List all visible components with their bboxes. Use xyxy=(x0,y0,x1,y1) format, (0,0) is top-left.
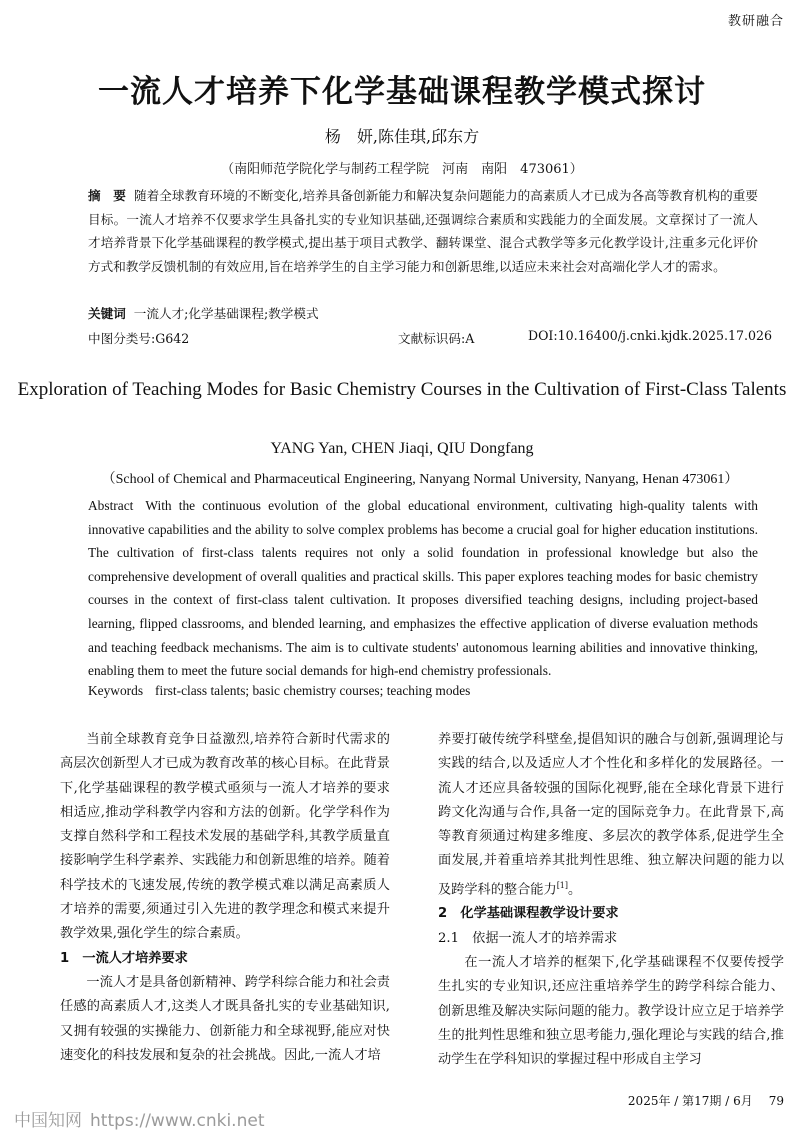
page-number: 79 xyxy=(768,1094,784,1108)
abstract-cn-label: 摘 要 xyxy=(88,188,126,203)
page-footer xyxy=(612,1092,784,1109)
doi: DOI:10.16400/j.cnki.kjdk.2025.17.026 xyxy=(528,328,773,343)
document-code: 文献标识码:A xyxy=(398,331,475,346)
abstract-cn xyxy=(88,184,758,278)
body-paragraph-end: 。 xyxy=(568,882,582,898)
keywords-en xyxy=(88,683,758,699)
keywords-cn xyxy=(88,303,758,322)
keywords-en-label: Keywords xyxy=(88,683,144,698)
clc-number: 中图分类号:G642 xyxy=(88,331,190,346)
watermark-url[interactable]: https://www.cnki.net xyxy=(90,1111,265,1131)
watermark-site: 中国知网 xyxy=(14,1111,82,1131)
subsection-heading: 2.1 依据一流人才的培养需求 xyxy=(438,930,618,946)
affiliation-en: （School of Chemical and Pharmaceutical Engineering, Nanyang Normal University, Nanyang, Henan 473061） xyxy=(101,472,739,487)
authors-cn: 杨 妍,陈佳琪,邱东方 xyxy=(324,127,480,146)
abstract-en-label: Abstract xyxy=(88,498,134,513)
section-heading: 2 化学基础课程教学设计要求 xyxy=(438,906,619,922)
body-column-right xyxy=(438,728,784,1073)
authors-en: YANG Yan, CHEN Jiaqi, QIU Dongfang xyxy=(270,440,534,457)
citation-ref[interactable]: [1] xyxy=(556,880,569,890)
article-title-cn: 一流人才培养下化学基础课程教学模式探讨 xyxy=(98,74,706,110)
body-paragraph xyxy=(438,728,784,902)
issue-info: 2025年 / 第17期 / 6月 xyxy=(627,1094,753,1108)
body-paragraph-text: 养要打破传统学科壁垒,提倡知识的融合与创新,强调理论与实践的结合,以及适应人才个性化和多样化的发展路径。一流人才还应具备较强的国际化视野,能在全球化背景下进行跨文化沟通与合作,具备一定的国际竞争力。在此背景下,高等教育须通过构建多维度、多层次的教学体系,促进学生全面发展,并着重培养其批判性思维、独立解决问题的能力以及跨学科的整合能力 xyxy=(438,732,784,898)
body-column-left xyxy=(60,728,390,1068)
keywords-en-text: first-class talents; basic chemistry courses; teaching modes xyxy=(155,683,471,698)
abstract-en xyxy=(88,494,758,683)
affiliation-cn: （南阳师范学院化学与制药工程学院 河南 南阳 473061） xyxy=(221,162,583,177)
article-title-en: Exploration of Teaching Modes for Basic Chemistry Courses in the Cultivation of First-Class Talents xyxy=(17,379,787,400)
abstract-en-text: With the continuous evolution of the global educational environment, cultivating high-quality talents with innovative capabilities and the ability to solve complex problems has become a crucial goal for higher education institutions. The cultivation of first-class talents requires not only a solid foundation in professional knowledge but also the comprehensive development of overall qualities and practical skills. This paper explores teaching modes for basic chemistry courses in the context of first-class talent cultivation. It proposes diversified teaching designs, including project-based learning, flipped classrooms, and blended learning, and emphasizes the effective application of diverse evaluation methods and teaching feedback mechanisms. The aim is to cultivate students' autonomous learning abilities and innovative thinking, enabling them to meet the future social demands for high-end chemistry professionals. xyxy=(88,498,758,679)
keywords-cn-text: 一流人才;化学基础课程;教学模式 xyxy=(133,306,319,321)
body-paragraph: 一流人才是具备创新精神、跨学科综合能力和社会责任感的高素质人才,这类人才既具备扎实的专业基础知识,又拥有较强的实操能力、创新能力和全球视野,能应对快速变化的科技发展和复杂的社会挑战。因此,一流人才培 xyxy=(60,974,390,1063)
body-paragraph: 在一流人才培养的框架下,化学基础课程不仅要传授学生扎实的专业知识,还应注重培养学生的跨学科综合能力、创新思维及解决实际问题的能力。教学设计应立足于培养学生的批判性思维和独立思考能力,强化理论与实践的结合,推动学生在学科知识的掌握过程中形成自主学习 xyxy=(438,955,784,1068)
journal-section-label: 教研融合 xyxy=(727,14,784,29)
keywords-cn-label: 关键词 xyxy=(88,306,126,321)
cnki-watermark xyxy=(14,1106,264,1131)
body-paragraph: 当前全球教育竞争日益激烈,培养符合新时代需求的高层次创新型人才已成为教育改革的核心目标。在此背景下,化学基础课程的教学模式亟须与一流人才培养的要求相适应,推动学科教学内容和方法的创新。化学学科作为支撑自然科学和工程技术发展的基础学科,其教学质量直接影响学生科学素养、实践能力和创新思维的培养。随着科学技术的飞速发展,传统的教学模式难以满足高素质人才培养的需要,须通过引入先进的教学理念和模式来提升教学效果,强化学生的综合素质。 xyxy=(60,732,390,942)
abstract-cn-text: 随着全球教育环境的不断变化,培养具备创新能力和解决复杂问题能力的高素质人才已成为各高等教育机构的重要目标。一流人才培养不仅要求学生具备扎实的专业知识基础,还强调综合素质和实践能力的全面发展。文章探讨了一流人才培养背景下化学基础课程的教学模式,提出基于项目式教学、翻转课堂、混合式教学等多元化教学设计,注重多元化评价方式和教学反馈机制的有效应用,旨在培养学生的自主学习能力和创新思维,以适应未来社会对高端化学人才的需求。 xyxy=(88,188,758,274)
section-heading: 1 一流人才培养要求 xyxy=(60,950,188,966)
